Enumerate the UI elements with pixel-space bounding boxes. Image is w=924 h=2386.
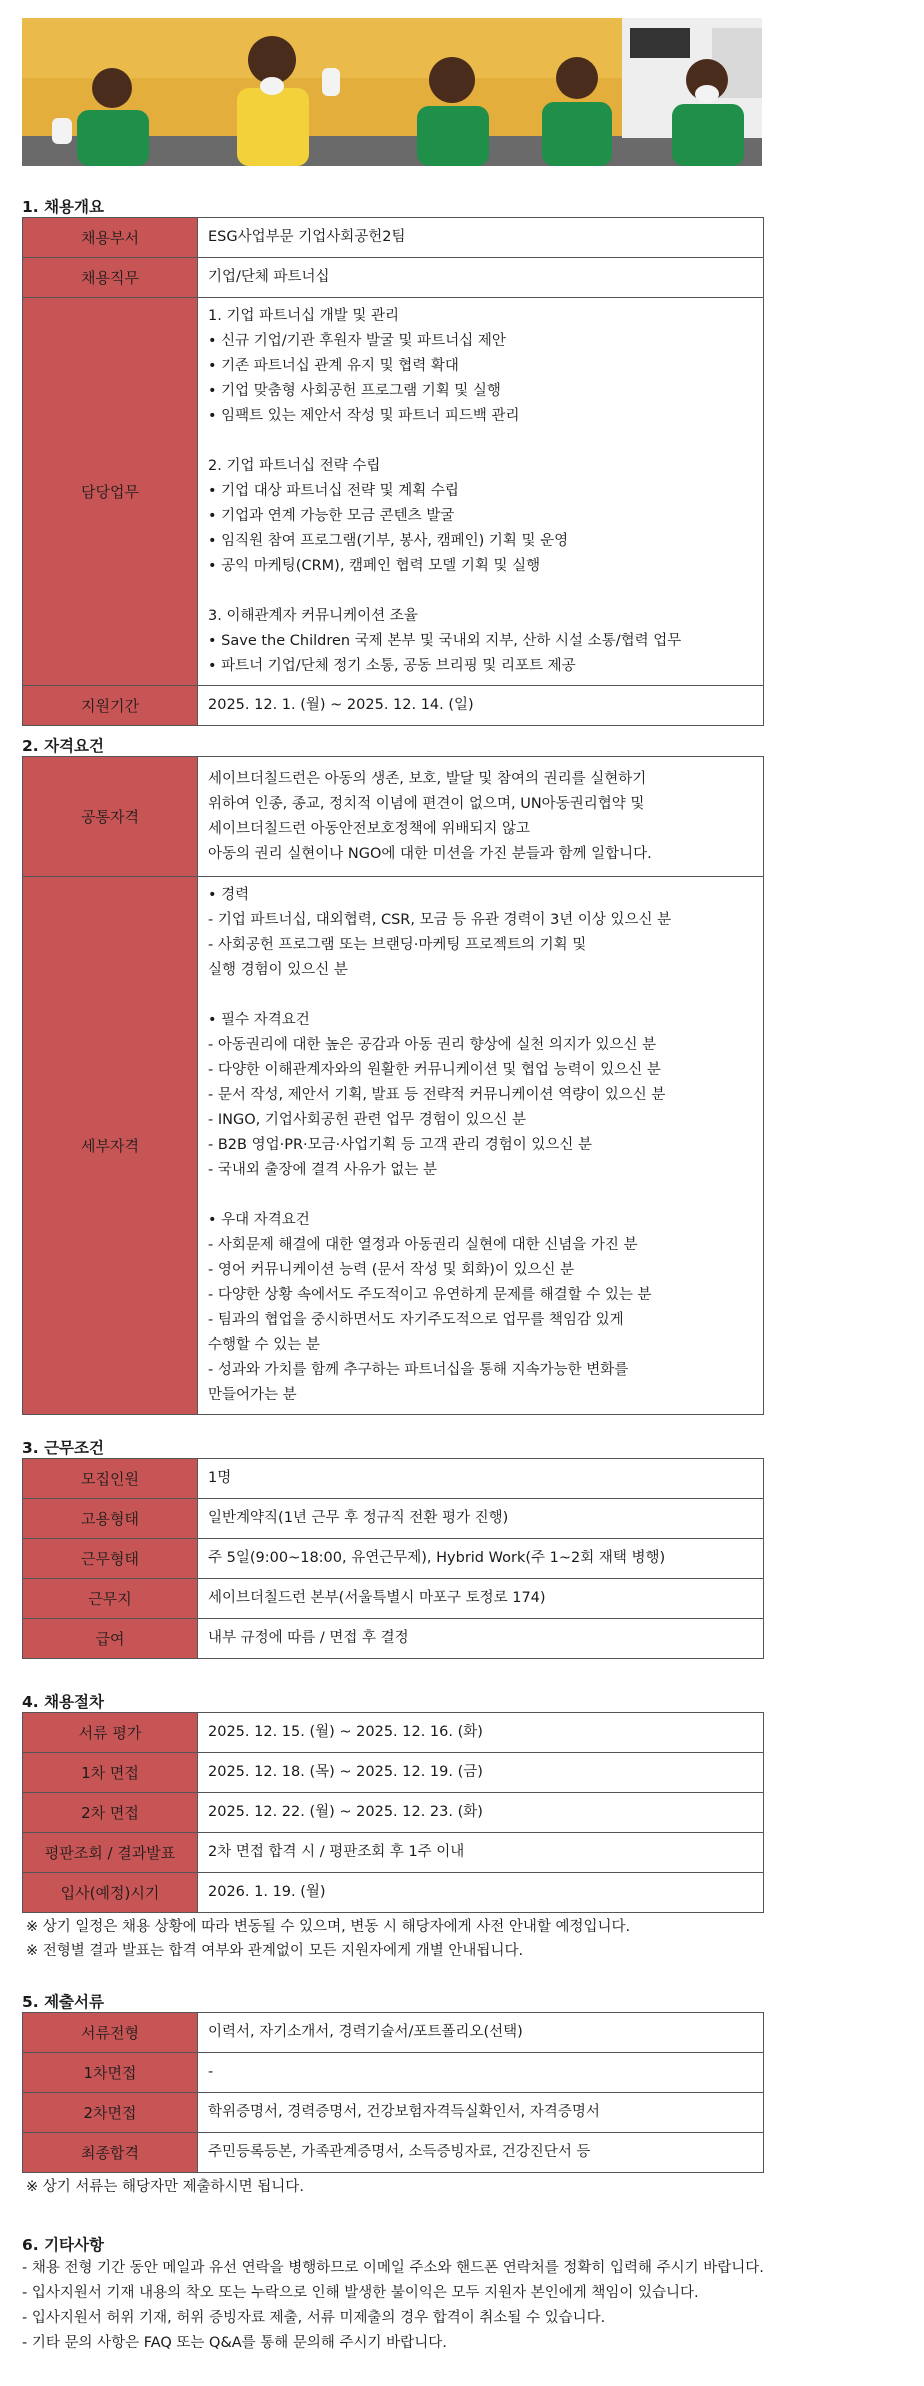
duty-line: • 기업 대상 파트너십 전략 및 계획 수립	[208, 483, 459, 499]
process-label: 입사(예정)시기	[23, 1873, 198, 1913]
duty-line: • Save the Children 국제 본부 및 국내외 지부, 산하 시설 소통/협력 업무	[208, 633, 682, 649]
detail-qual-line: - 아동권리에 대한 높은 공감과 아동 권리 향상에 실천 의지가 있으신 분	[208, 1037, 657, 1053]
condition-label: 급여	[23, 1619, 198, 1659]
hiring-process-table	[22, 1712, 764, 1913]
common-qual-value	[198, 757, 764, 877]
detail-qual-line: - 문서 작성, 제안서 기획, 발표 등 전략적 커뮤니케이션 역량이 있으신 분	[208, 1087, 666, 1103]
condition-label: 근무지	[23, 1579, 198, 1619]
common-qual-line: 세이브더칠드런 아동안전보호정책에 위배되지 않고	[208, 820, 530, 837]
process-label: 2차 면접	[23, 1793, 198, 1833]
document-stage-label: 1차면접	[23, 2053, 198, 2093]
section-title-qualifications: 2. 자격요건	[22, 737, 104, 755]
job-label: 채용직무	[23, 258, 198, 298]
period-value: 2025. 12. 1. (월) ~ 2025. 12. 14. (일)	[198, 686, 764, 726]
detail-qual-line: - 영어 커뮤니케이션 능력 (문서 작성 및 회화)이 있으신 분	[208, 1262, 575, 1278]
detail-qual-line: • 경력	[208, 887, 250, 903]
documents-note: ※ 상기 서류는 해당자만 제출하시면 됩니다.	[26, 2179, 304, 2195]
schedule-change-note: ※ 상기 일정은 채용 상황에 따라 변동될 수 있으며, 변동 시 해당자에게 사전 안내할 예정입니다.	[26, 1919, 631, 1935]
duty-line: • 신규 기업/기관 후원자 발굴 및 파트너십 제안	[208, 333, 506, 349]
detail-qual-line: - 국내외 출장에 결격 사유가 없는 분	[208, 1162, 437, 1178]
duty-line: • 기업과 연계 가능한 모금 콘텐츠 발굴	[208, 508, 455, 524]
result-notice-note: ※ 전형별 결과 발표는 합격 여부와 관계없이 모든 지원자에게 개별 안내됩니다.	[26, 1943, 524, 1959]
duty-line: • 임팩트 있는 제안서 작성 및 파트너 피드백 관리	[208, 408, 520, 424]
duty-line: • 파트너 기업/단체 정기 소통, 공동 브리핑 및 리포트 제공	[208, 658, 576, 674]
other-note-line: - 입사지원서 기재 내용의 착오 또는 누락으로 인해 발생한 불이익은 모두 지원자 본인에게 책임이 있습니다.	[22, 2285, 699, 2301]
detail-qual-line: - 팀과의 협업을 중시하면서도 자기주도적으로 업무를 책임감 있게	[208, 1312, 624, 1328]
section-title-working-conditions: 3. 근무조건	[22, 1439, 104, 1457]
condition-value: 세이브더칠드런 본부(서울특별시 마포구 토정로 174)	[198, 1579, 764, 1619]
condition-value: 1명	[198, 1459, 764, 1499]
duty-line: • 기존 파트너십 관계 유지 및 협력 확대	[208, 358, 459, 374]
documents-table	[22, 2012, 764, 2173]
detail-qual-line: 만들어가는 분	[208, 1387, 297, 1403]
condition-label: 고용형태	[23, 1499, 198, 1539]
duty-line: 2. 기업 파트너십 전략 수립	[208, 458, 381, 474]
document-list-value: -	[198, 2053, 764, 2093]
duty-line: 3. 이해관계자 커뮤니케이션 조율	[208, 608, 418, 624]
detail-qual-value	[198, 877, 764, 1415]
condition-label: 모집인원	[23, 1459, 198, 1499]
common-qual-label: 공통자격	[23, 757, 198, 877]
duty-label: 담당업무	[23, 298, 198, 686]
recruitment-overview-table	[22, 217, 764, 726]
condition-value: 주 5일(9:00~18:00, 유연근무제), Hybrid Work(주 1~2회 재택 병행)	[198, 1539, 764, 1579]
detail-qual-line: • 필수 자격요건	[208, 1012, 310, 1028]
qualifications-table	[22, 756, 764, 1415]
process-value: 2025. 12. 15. (월) ~ 2025. 12. 16. (화)	[198, 1713, 764, 1753]
detail-qual-line: - 다양한 이해관계자와의 원활한 커뮤니케이션 및 협업 능력이 있으신 분	[208, 1062, 661, 1078]
process-value: 2025. 12. 22. (월) ~ 2025. 12. 23. (화)	[198, 1793, 764, 1833]
document-list-value: 이력서, 자기소개서, 경력기술서/포트폴리오(선택)	[198, 2013, 764, 2053]
section-title-hiring-process: 4. 채용절차	[22, 1693, 104, 1711]
detail-qual-line: - B2B 영업·PR·모금·사업기획 등 고객 관리 경험이 있으신 분	[208, 1137, 593, 1153]
process-value: 2차 면접 합격 시 / 평판조회 후 1주 이내	[198, 1833, 764, 1873]
condition-value: 일반계약직(1년 근무 후 정규직 전환 평가 진행)	[198, 1499, 764, 1539]
document-list-value: 학위증명서, 경력증명서, 건강보험자격득실확인서, 자격증명서	[198, 2093, 764, 2133]
duty-line: • 임직원 참여 프로그램(기부, 봉사, 캠페인) 기획 및 운영	[208, 533, 569, 549]
duty-value	[198, 298, 764, 686]
document-stage-label: 최종합격	[23, 2133, 198, 2173]
other-note-line: - 채용 전형 기간 동안 메일과 유선 연락을 병행하므로 이메일 주소와 핸드폰 연락처를 정확히 입력해 주시기 바랍니다.	[22, 2260, 764, 2276]
document-stage-label: 2차면접	[23, 2093, 198, 2133]
period-label: 지원기간	[23, 686, 198, 726]
process-value: 2026. 1. 19. (월)	[198, 1873, 764, 1913]
document-list-value: 주민등록등본, 가족관계증명서, 소득증빙자료, 건강진단서 등	[198, 2133, 764, 2173]
condition-label: 근무형태	[23, 1539, 198, 1579]
detail-qual-line: - 성과와 가치를 함께 추구하는 파트너십을 통해 지속가능한 변화를	[208, 1362, 629, 1378]
document-stage-label: 서류전형	[23, 2013, 198, 2053]
condition-value: 내부 규정에 따름 / 면접 후 결정	[198, 1619, 764, 1659]
other-note-line: - 기타 문의 사항은 FAQ 또는 Q&A를 통해 문의해 주시기 바랍니다.	[22, 2335, 447, 2351]
duty-line: • 공익 마케팅(CRM), 캠페인 협력 모델 기획 및 실행	[208, 558, 541, 574]
hero-photo	[22, 18, 762, 166]
common-qual-line: 세이브더칠드런은 아동의 생존, 보호, 발달 및 참여의 권리를 실현하기	[208, 770, 647, 787]
detail-qual-line: - 다양한 상황 속에서도 주도적이고 유연하게 문제를 해결할 수 있는 분	[208, 1287, 652, 1303]
process-label: 평판조회 / 결과발표	[23, 1833, 198, 1873]
common-qual-line: 위하여 인종, 종교, 정치적 이념에 편견이 없으며, UN아동권리협약 및	[208, 795, 645, 812]
detail-qual-line: - 사회문제 해결에 대한 열정과 아동권리 실현에 대한 신념을 가진 분	[208, 1237, 638, 1253]
job-value: 기업/단체 파트너십	[198, 258, 764, 298]
duty-line: 1. 기업 파트너십 개발 및 관리	[208, 308, 399, 324]
detail-qual-line: - INGO, 기업사회공헌 관련 업무 경험이 있으신 분	[208, 1112, 526, 1128]
detail-qual-line: 수행할 수 있는 분	[208, 1337, 320, 1353]
process-label: 1차 면접	[23, 1753, 198, 1793]
process-value: 2025. 12. 18. (목) ~ 2025. 12. 19. (금)	[198, 1753, 764, 1793]
dept-value: ESG사업부문 기업사회공헌2팀	[198, 218, 764, 258]
common-qual-line: 아동의 권리 실현이나 NGO에 대한 미션을 가진 분들과 함께 일합니다.	[208, 845, 652, 862]
detail-qual-line: - 기업 파트너십, 대외협력, CSR, 모금 등 유관 경력이 3년 이상 있으신 분	[208, 912, 672, 928]
process-label: 서류 평가	[23, 1713, 198, 1753]
detail-qual-line: • 우대 자격요건	[208, 1212, 310, 1228]
hero-photo-illustration	[22, 18, 762, 166]
detail-qual-line: 실행 경험이 있으신 분	[208, 962, 348, 978]
section-title-documents: 5. 제출서류	[22, 1993, 104, 2011]
other-note-line: - 입사지원서 허위 기재, 허위 증빙자료 제출, 서류 미제출의 경우 합격이 취소될 수 있습니다.	[22, 2310, 606, 2326]
duty-line: • 기업 맞춤형 사회공헌 프로그램 기획 및 실행	[208, 383, 501, 399]
section-title-recruitment-overview: 1. 채용개요	[22, 198, 104, 216]
working-conditions-table	[22, 1458, 764, 1659]
dept-label: 채용부서	[23, 218, 198, 258]
section-title-other: 6. 기타사항	[22, 2236, 104, 2254]
detail-qual-line: - 사회공헌 프로그램 또는 브랜딩·마케팅 프로젝트의 기획 및	[208, 937, 587, 953]
detail-qual-label: 세부자격	[23, 877, 198, 1415]
